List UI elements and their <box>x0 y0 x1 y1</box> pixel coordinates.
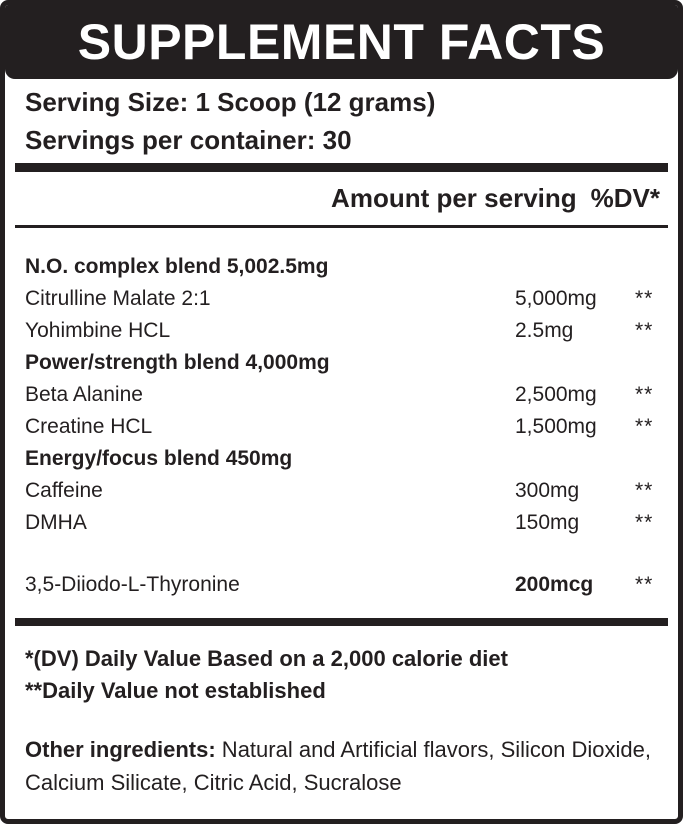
other-ingredients-label: Other ingredients: <box>25 737 216 762</box>
ingredient-name: Yohimbine HCL <box>25 319 171 342</box>
panel-header <box>5 5 678 79</box>
ingredient-row <box>25 573 665 599</box>
ingredient-row <box>25 415 665 441</box>
ingredient-row <box>25 287 665 313</box>
divider-thick <box>15 618 668 626</box>
divider-thin <box>15 225 668 228</box>
panel-title: SUPPLEMENT FACTS <box>77 14 606 70</box>
ingredient-amount: 2,500mg <box>515 383 597 406</box>
blend-heading <box>25 447 665 473</box>
amount-per-serving-label: Amount per serving <box>331 183 577 213</box>
other-ingredients-text: Natural and Artificial flavors, Silicon Dioxide, Calcium Silicate, Citric Acid, Sucralose <box>25 737 651 795</box>
other-ingredients <box>25 733 665 799</box>
ingredient-dv: ** <box>635 479 654 502</box>
ingredient-name: Caffeine <box>25 479 103 502</box>
ingredient-amount: 200mcg <box>515 573 594 596</box>
ingredient-dv: ** <box>635 415 654 438</box>
ingredient-amount: 5,000mg <box>515 287 597 310</box>
ingredient-name: DMHA <box>25 511 87 534</box>
ingredient-dv: ** <box>635 511 654 534</box>
dv-label: %DV* <box>590 183 660 213</box>
ingredient-dv: ** <box>635 319 654 342</box>
ingredient-name: Beta Alanine <box>25 383 143 406</box>
ingredient-amount: 1,500mg <box>515 415 597 438</box>
ingredient-dv: ** <box>635 383 654 406</box>
ingredient-amount: 150mg <box>515 511 580 534</box>
ingredient-amount: 300mg <box>515 479 580 502</box>
ingredient-dv: ** <box>635 287 654 310</box>
ingredient-row <box>25 511 665 537</box>
dv-not-established-footnote: **Daily Value not established <box>25 678 326 703</box>
servings-per-container: Servings per container: 30 <box>25 125 352 155</box>
ingredient-row <box>25 383 665 409</box>
serving-size: Serving Size: 1 Scoop (12 grams) <box>25 87 436 117</box>
ingredient-amount: 2.5mg <box>515 319 574 342</box>
ingredient-row <box>25 479 665 505</box>
blend-name: Energy/focus blend 450mg <box>25 447 293 470</box>
amount-header <box>331 183 660 214</box>
blend-heading <box>25 351 665 377</box>
ingredient-dv: ** <box>635 573 654 596</box>
blend-name: N.O. complex blend 5,002.5mg <box>25 255 329 278</box>
ingredient-row <box>25 319 665 345</box>
divider-thick <box>15 163 668 172</box>
ingredient-name: Creatine HCL <box>25 415 153 438</box>
ingredient-name: Citrulline Malate 2:1 <box>25 287 211 310</box>
blend-heading <box>25 255 665 281</box>
ingredient-name: 3,5-Diiodo-L-Thyronine <box>25 573 240 596</box>
dv-footnote: *(DV) Daily Value Based on a 2,000 calorie diet <box>25 646 508 671</box>
blend-name: Power/strength blend 4,000mg <box>25 351 330 374</box>
